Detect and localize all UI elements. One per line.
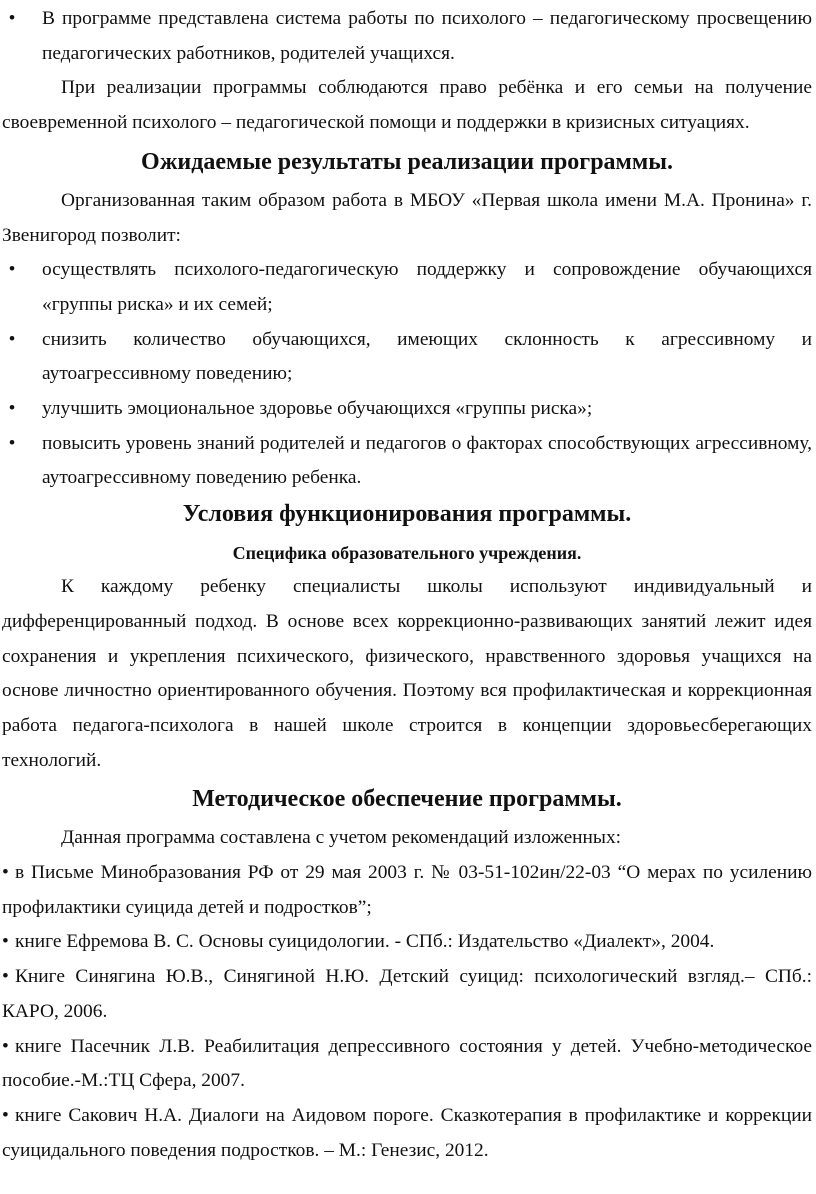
reference-item — [2, 1030, 812, 1099]
rights-paragraph: При реализации программы соблюдаются право ребёнка и его семьи на получение своевременной психолого – педагогической помощи и поддержки в кризисных ситуациях. — [2, 77, 812, 134]
bullet-marker: • — [2, 862, 9, 884]
top-bullet-text: В программе представлена система работы по психолого – педагогическому просвещению педагогических работников, родителей учащихся. — [42, 8, 812, 64]
bullet-marker: • — [2, 931, 9, 953]
results-item — [2, 253, 812, 322]
bullet-marker: • — [8, 432, 16, 454]
results-item-text: повысить уровень знаний родителей и педагогов о факторах способствующих агрессивному, аутоагрессивному поведению ребенка. — [42, 432, 812, 489]
results-list — [2, 253, 812, 496]
results-item — [2, 392, 812, 427]
reference-item — [2, 1099, 812, 1168]
reference-text: книге Ефремова В. С. Основы суицидологии. - СПб.: Издательство «Диалект», 2004. — [15, 931, 715, 953]
reference-text: в Письме Минобразования РФ от 29 мая 2003 г. № 03-51-102ин/22-03 “О мерах по усилению профилактики суицида детей и подростков”; — [2, 862, 812, 918]
bullet-marker: • — [2, 1035, 9, 1057]
heading-methods: Методическое обеспечение программы. — [192, 786, 622, 813]
bullet-marker: • — [8, 328, 16, 350]
references-list — [2, 856, 812, 1168]
conditions-paragraph: К каждому ребенку специалисты школы используют индивидуальный и дифференцированный подход. В основе всех коррекционно-развивающих занятий лежит идея сохранения и укрепления психического, физического, нравственного здоровья учащихся на основе личностно ориентированного обучения. Поэтому вся профилактическая и коррекционная работа педагога-психолога в нашей школе строится в концепции здоровьесберегающих технологий. — [2, 576, 812, 771]
results-item — [2, 427, 812, 496]
reference-item — [2, 960, 812, 1029]
results-item-text: снизить количество обучающихся, имеющих склонность к агрессивному и аутоагрессивному поведению; — [42, 328, 812, 385]
subheading-school-specifics: Специфика образовательного учреждения. — [232, 543, 582, 564]
bullet-marker: • — [8, 259, 16, 281]
heading-expected-results: Ожидаемые результаты реализации программы. — [141, 148, 673, 175]
results-intro: Организованная таким образом работа в МБОУ «Первая школа имени М.А. Пронина» г. Звенигород позволит: — [2, 189, 812, 246]
methods-intro: Данная программа составлена с учетом рекомендаций изложенных: — [61, 827, 622, 849]
heading-conditions: Условия функционирования программы. — [182, 501, 632, 528]
results-item — [2, 323, 812, 392]
reference-item — [2, 856, 812, 925]
reference-item — [2, 925, 812, 960]
reference-text: книге Сакович Н.А. Диалоги на Аидовом пороге. Сказкотерапия в профилактике и коррекции суицидального поведения подростков. – М.: Генезис, 2012. — [2, 1104, 812, 1161]
reference-text: книге Пасечник Л.В. Реабилитация депрессивного состояния у детей. Учебно-методическое пособие.-М.:ТЦ Сфера, 2007. — [2, 1035, 812, 1092]
bullet-marker: • — [2, 1104, 9, 1126]
bullet-marker: • — [8, 398, 16, 420]
bullet-marker: • — [2, 966, 9, 988]
results-item-text: осуществлять психолого-педагогическую поддержку и сопровождение обучающихся «группы риска» и их семей; — [42, 259, 812, 315]
results-item-text: улучшить эмоциональное здоровье обучающихся «группы риска»; — [42, 398, 593, 420]
bullet-marker: • — [8, 8, 16, 29]
top-bullet-item — [2, 2, 812, 71]
reference-text: Книге Синягина Ю.В., Синягиной Н.Ю. Детский суицид: психологический взгляд.– СПб.: КАРО, 2006. — [2, 966, 812, 1022]
